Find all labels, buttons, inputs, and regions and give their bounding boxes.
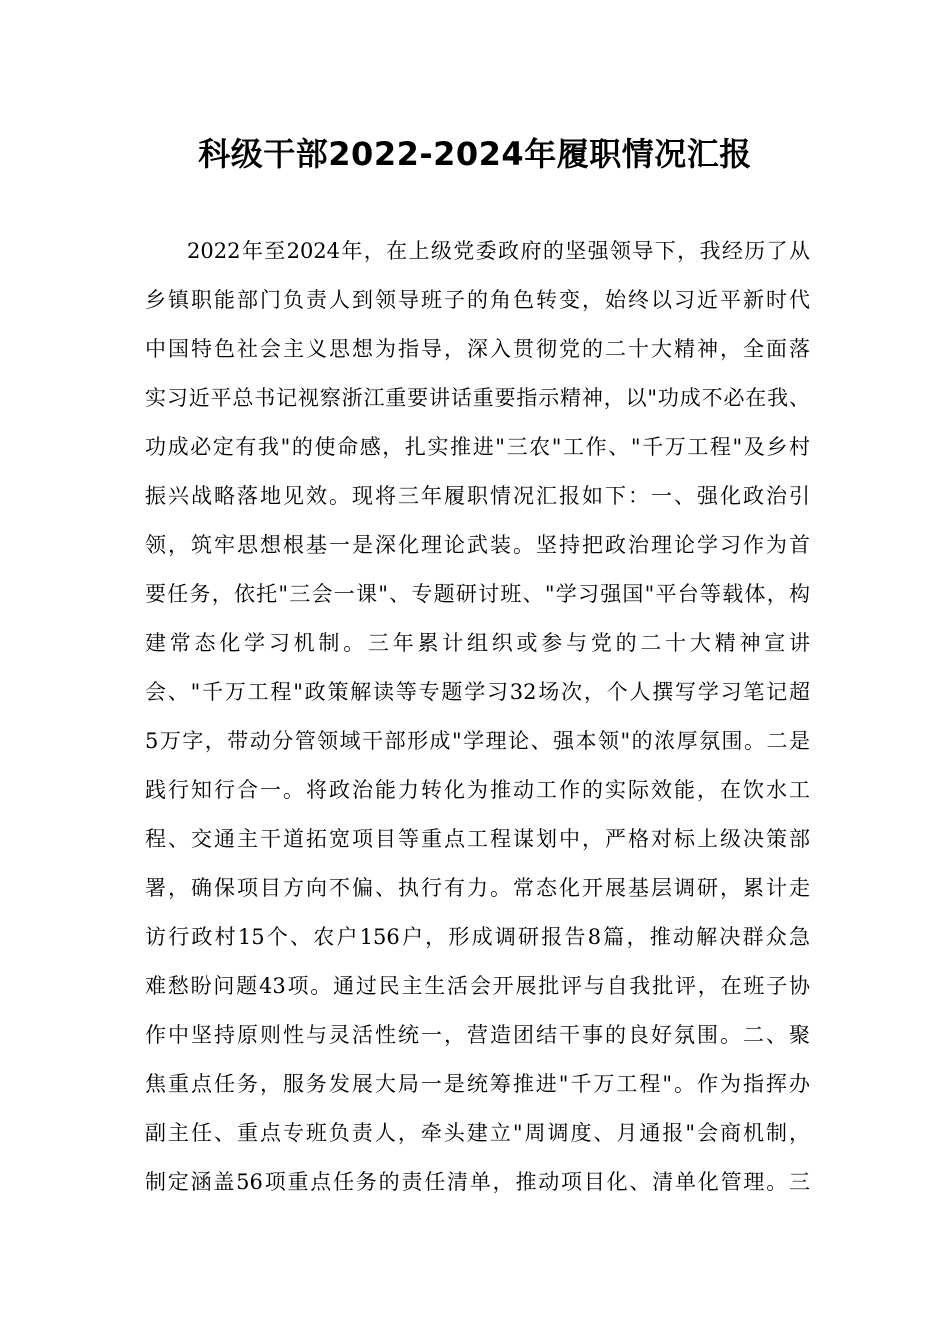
body-line: 践行知行合一。将政治能力转化为推动工作的实际效能，在饮水工 [145, 778, 810, 802]
document-body [145, 231, 810, 1211]
body-line: 访行政村15个、农户156户，形成调研报告8篇，推动解决群众急 [145, 925, 810, 949]
body-line: 领，筑牢思想根基一是深化理论武装。坚持把政治理论学习作为首 [145, 533, 810, 557]
body-line: 功成必定有我"的使命感，扎实推进"三农"工作、"千万工程"及乡村 [145, 435, 810, 459]
body-line: 中国特色社会主义思想为指导，深入贯彻党的二十大精神，全面落 [145, 337, 810, 361]
body-line: 署，确保项目方向不偏、执行有力。常态化开展基层调研，累计走 [145, 876, 810, 900]
body-line: 5万字，带动分管领域干部形成"学理论、强本领"的浓厚氛围。二是 [145, 729, 810, 753]
body-line: 副主任、重点专班负责人，牵头建立"周调度、月通报"会商机制， [145, 1121, 810, 1145]
body-line: 实习近平总书记视察浙江重要讲话重要指示精神，以"功成不必在我、 [145, 386, 810, 410]
body-line: 难愁盼问题43项。通过民主生活会开展批评与自我批评，在班子协 [145, 974, 810, 998]
document-title: 科级干部2022-2024年履职情况汇报 [198, 135, 752, 173]
body-line: 程、交通主干道拓宽项目等重点工程谋划中，严格对标上级决策部 [145, 827, 810, 851]
body-line: 制定涵盖56项重点任务的责任清单，推动项目化、清单化管理。三 [145, 1170, 810, 1194]
body-line: 作中坚持原则性与灵活性统一，营造团结干事的良好氛围。二、聚 [145, 1023, 810, 1047]
body-line: 乡镇职能部门负责人到领导班子的角色转变，始终以习近平新时代 [145, 288, 810, 312]
body-line: 建常态化学习机制。三年累计组织或参与党的二十大精神宣讲 [145, 631, 810, 655]
body-line: 振兴战略落地见效。现将三年履职情况汇报如下：一、强化政治引 [145, 484, 810, 508]
body-line: 会、"千万工程"政策解读等专题学习32场次，个人撰写学习笔记超 [145, 680, 810, 704]
body-line: 要任务，依托"三会一课"、专题研讨班、"学习强国"平台等载体，构 [145, 582, 810, 606]
body-line: 2022年至2024年，在上级党委政府的坚强领导下，我经历了从 [187, 239, 810, 263]
body-line: 焦重点任务，服务发展大局一是统筹推进"千万工程"。作为指挥办 [145, 1072, 810, 1096]
